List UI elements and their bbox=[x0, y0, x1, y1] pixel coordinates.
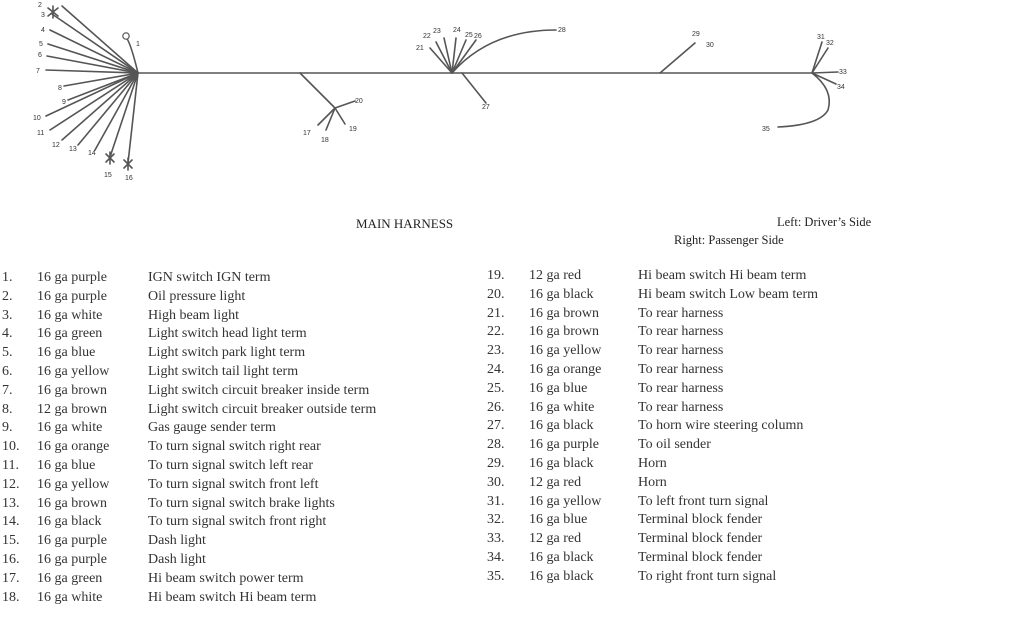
wire-destination: To rear harness bbox=[638, 305, 724, 321]
wire-number: 3. bbox=[2, 307, 13, 323]
wire-number: 29. bbox=[487, 455, 505, 471]
wire-gauge-color: 16 ga purple bbox=[37, 533, 107, 549]
wire-33 bbox=[812, 72, 838, 73]
wire-gauge-color: 16 ga black bbox=[529, 549, 594, 565]
callout-22: 22 bbox=[423, 33, 431, 40]
callout-29: 29 bbox=[692, 31, 700, 38]
wire-27 bbox=[462, 73, 486, 103]
wire-number: 17. bbox=[2, 570, 20, 586]
wire-number: 35. bbox=[487, 568, 505, 584]
wire-number: 32. bbox=[487, 512, 505, 528]
wire-destination: Dash light bbox=[148, 533, 206, 549]
wire-destination: Light switch head light term bbox=[148, 326, 307, 342]
wire-destination: To right front turn signal bbox=[638, 568, 777, 584]
wire-number: 13. bbox=[2, 495, 20, 511]
wire-number: 27. bbox=[487, 418, 505, 434]
callout-26: 26 bbox=[474, 33, 482, 40]
wire-gauge-color: 12 ga brown bbox=[37, 401, 107, 417]
diagram-title: MAIN HARNESS bbox=[356, 216, 454, 231]
wire-gauge-color: 16 ga purple bbox=[37, 551, 107, 567]
wire-gauge-color: 16 ga black bbox=[529, 568, 594, 584]
wire-gauge-color: 16 ga blue bbox=[37, 457, 96, 473]
wire-gauge-color: 16 ga white bbox=[529, 399, 595, 415]
wire-destination: To turn signal switch brake lights bbox=[148, 495, 335, 511]
wire-20 bbox=[335, 101, 355, 108]
wire-destination: Light switch circuit breaker inside term bbox=[148, 382, 370, 398]
wire-gauge-color: 16 ga brown bbox=[529, 305, 599, 321]
wire-destination: Light switch circuit breaker outside term bbox=[148, 401, 377, 417]
callout-28: 28 bbox=[558, 27, 566, 34]
wire-gauge-color: 16 ga yellow bbox=[529, 343, 602, 359]
wire-number: 21. bbox=[487, 305, 505, 321]
harness-diagram bbox=[0, 0, 1024, 200]
callout-25: 25 bbox=[465, 32, 473, 39]
socket-15 bbox=[106, 152, 114, 164]
wire-gauge-color: 16 ga orange bbox=[37, 439, 110, 455]
callout-31: 31 bbox=[817, 34, 825, 41]
wire-34 bbox=[812, 73, 836, 84]
wire-number: 24. bbox=[487, 361, 505, 377]
callout-18: 18 bbox=[321, 137, 329, 144]
wire-number: 10. bbox=[2, 439, 20, 455]
wire-number: 19. bbox=[487, 268, 505, 283]
wire-35 bbox=[778, 73, 829, 127]
wire-number: 18. bbox=[2, 589, 20, 605]
callout-1: 1 bbox=[136, 41, 140, 48]
wire-number: 22. bbox=[487, 324, 505, 340]
callout-2: 2 bbox=[38, 2, 42, 9]
wire-number: 5. bbox=[2, 345, 13, 361]
wire-gauge-color: 16 ga black bbox=[529, 418, 594, 434]
callout-14: 14 bbox=[88, 150, 96, 157]
wire-destination: To turn signal switch front left bbox=[148, 476, 319, 492]
wire-destination: Hi beam switch Hi beam term bbox=[148, 589, 317, 605]
wire-number: 14. bbox=[2, 514, 20, 530]
wire-destination: Horn bbox=[638, 455, 667, 471]
callout-10: 10 bbox=[33, 115, 41, 122]
wire-number: 8. bbox=[2, 401, 13, 417]
callout-34: 34 bbox=[837, 84, 845, 91]
wire-destination: To turn signal switch right rear bbox=[148, 439, 321, 455]
wire-number: 34. bbox=[487, 549, 505, 565]
wire-gauge-color: 16 ga green bbox=[37, 326, 103, 342]
wire-10 bbox=[46, 73, 138, 116]
legend-right-side: Right: Passenger Side bbox=[674, 233, 784, 247]
wire-gauge-color: 16 ga purple bbox=[529, 437, 599, 453]
callout-11: 11 bbox=[37, 130, 45, 137]
callout-4: 4 bbox=[41, 27, 45, 34]
wire-destination: To rear harness bbox=[638, 380, 724, 396]
callout-27: 27 bbox=[482, 104, 490, 111]
wire-number: 30. bbox=[487, 474, 505, 490]
wire-number: 7. bbox=[2, 382, 13, 398]
wire-number: 6. bbox=[2, 363, 13, 379]
callout-19: 19 bbox=[349, 126, 357, 133]
wire-gauge-color: 16 ga white bbox=[37, 589, 103, 605]
wire-number: 20. bbox=[487, 286, 505, 302]
wire-destination: Light switch tail light term bbox=[148, 363, 299, 379]
wire-gauge-color: 16 ga white bbox=[37, 420, 103, 436]
wire-gauge-color: 16 ga black bbox=[37, 514, 102, 530]
wire-destination: High beam light bbox=[148, 307, 239, 323]
wire-gauge-color: 16 ga green bbox=[37, 570, 103, 586]
wire-destination: IGN switch IGN term bbox=[148, 270, 271, 285]
wire-32 bbox=[812, 48, 828, 73]
socket-16 bbox=[124, 158, 132, 170]
wire-gauge-color: 16 ga brown bbox=[37, 495, 107, 511]
wire-number: 12. bbox=[2, 476, 20, 492]
wire-number: 2. bbox=[2, 288, 13, 304]
wire-destination: Terminal block fender bbox=[638, 531, 763, 547]
callout-35: 35 bbox=[762, 126, 770, 133]
wire-gauge-color: 16 ga black bbox=[529, 286, 594, 302]
wire-number: 25. bbox=[487, 380, 505, 396]
wire-number: 15. bbox=[2, 533, 20, 549]
wire-destination: Oil pressure light bbox=[148, 288, 246, 304]
wire-17 bbox=[318, 108, 335, 125]
callout-21: 21 bbox=[416, 45, 424, 52]
wire-destination: Gas gauge sender term bbox=[148, 420, 276, 436]
callout-8: 8 bbox=[58, 85, 62, 92]
wire-number: 16. bbox=[2, 551, 20, 567]
wire-destination: Terminal block fender bbox=[638, 549, 763, 565]
wire-19 bbox=[335, 108, 345, 124]
wire-destination: Hi beam switch Low beam term bbox=[638, 286, 819, 302]
callout-3: 3 bbox=[41, 12, 45, 19]
wire-number: 23. bbox=[487, 343, 505, 359]
callout-5: 5 bbox=[39, 41, 43, 48]
wire-18 bbox=[326, 108, 335, 130]
wire-gauge-color: 16 ga yellow bbox=[37, 363, 110, 379]
wire-gauge-color: 16 ga orange bbox=[529, 361, 602, 377]
callout-32: 32 bbox=[826, 40, 834, 47]
wire-destination: To left front turn signal bbox=[638, 493, 769, 509]
wire-gauge-color: 16 ga white bbox=[37, 307, 103, 323]
wire-destination: To horn wire steering column bbox=[638, 418, 804, 434]
callout-13: 13 bbox=[69, 146, 77, 153]
wire-29-30 bbox=[660, 43, 695, 73]
wire-number: 28. bbox=[487, 437, 505, 453]
callout-16: 16 bbox=[125, 175, 133, 182]
wire-destination: Horn bbox=[638, 474, 667, 490]
callout-24: 24 bbox=[453, 27, 461, 34]
wire-destination: To rear harness bbox=[638, 324, 724, 340]
wire-gauge-color: 12 ga red bbox=[529, 268, 582, 283]
wire-number: 26. bbox=[487, 399, 505, 415]
terminal-1 bbox=[123, 33, 129, 39]
wire-destination: Dash light bbox=[148, 551, 206, 567]
wire-number: 33. bbox=[487, 531, 505, 547]
branch-17-20 bbox=[300, 73, 335, 108]
callout-15: 15 bbox=[104, 172, 112, 179]
wire-destination: To turn signal switch front right bbox=[148, 514, 327, 530]
wire-destination: To rear harness bbox=[638, 343, 724, 359]
wire-destination: To turn signal switch left rear bbox=[148, 457, 314, 473]
wire-gauge-color: 12 ga red bbox=[529, 531, 582, 547]
wire-gauge-color: 16 ga blue bbox=[529, 512, 588, 528]
callout-30: 30 bbox=[706, 42, 714, 49]
callout-7: 7 bbox=[36, 68, 40, 75]
callout-9: 9 bbox=[62, 99, 66, 106]
wire-destination: To rear harness bbox=[638, 399, 724, 415]
callout-6: 6 bbox=[38, 52, 42, 59]
wire-destination: To rear harness bbox=[638, 361, 724, 377]
callout-12: 12 bbox=[52, 142, 60, 149]
wire-gauge-color: 16 ga yellow bbox=[37, 476, 110, 492]
callout-17: 17 bbox=[303, 130, 311, 137]
wire-gauge-color: 16 ga purple bbox=[37, 288, 107, 304]
wire-3 bbox=[52, 14, 138, 73]
callout-23: 23 bbox=[433, 28, 441, 35]
wire-gauge-color: 16 ga blue bbox=[37, 345, 96, 361]
wire-destination: To oil sender bbox=[638, 437, 711, 453]
wire-gauge-color: 16 ga brown bbox=[529, 324, 599, 340]
wire-destination: Terminal block fender bbox=[638, 512, 763, 528]
legend-left-side: Left: Driver’s Side bbox=[777, 215, 872, 229]
wire-number: 9. bbox=[2, 420, 13, 436]
wire-gauge-color: 16 ga blue bbox=[529, 380, 588, 396]
callout-20: 20 bbox=[355, 98, 363, 105]
wire-31 bbox=[812, 42, 822, 73]
wire-number: 31. bbox=[487, 493, 505, 509]
wire-number: 11. bbox=[2, 457, 19, 473]
wire-gauge-color: 12 ga red bbox=[529, 474, 582, 490]
wire-destination: Light switch park light term bbox=[148, 345, 306, 361]
wire-number: 1. bbox=[2, 270, 13, 285]
wire-number: 4. bbox=[2, 326, 13, 342]
wire-gauge-color: 16 ga black bbox=[529, 455, 594, 471]
callout-33: 33 bbox=[839, 69, 847, 76]
wire-gauge-color: 16 ga yellow bbox=[529, 493, 602, 509]
wire-destination: Hi beam switch power term bbox=[148, 570, 304, 586]
wire-gauge-color: 16 ga brown bbox=[37, 382, 107, 398]
wire-destination: Hi beam switch Hi beam term bbox=[638, 268, 807, 283]
wire-gauge-color: 16 ga purple bbox=[37, 270, 107, 285]
